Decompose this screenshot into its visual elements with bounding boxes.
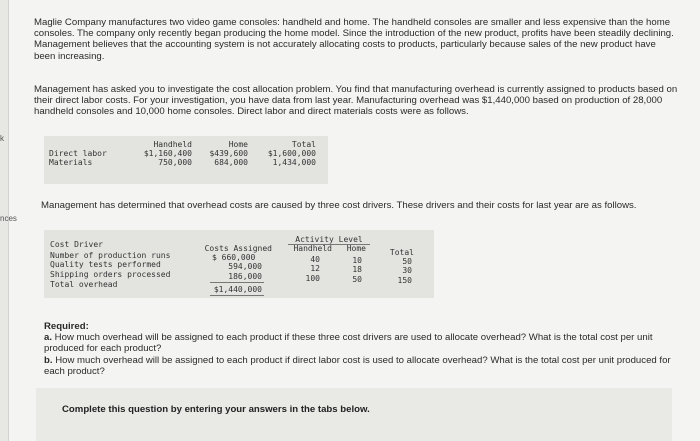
driver-row-handheld: 40 xyxy=(310,255,320,264)
row-materials-label: Materials xyxy=(49,158,93,167)
header-total: Total xyxy=(389,248,414,257)
required-section xyxy=(44,321,676,377)
driver-row-home: 10 xyxy=(352,256,362,265)
row-direct-labor-label: Direct labor xyxy=(49,149,107,158)
driver-row-total: 50 xyxy=(402,257,412,266)
header-handheld: Handheld xyxy=(293,244,332,253)
direct-labor-handheld: $1,160,400 xyxy=(143,149,192,158)
part-b-text: How much overhead will be assigned to each product if direct labor cost is used to allocate overhead? What is the total cost per unit produced for each product? xyxy=(44,354,671,377)
header-cost-driver: Cost Driver xyxy=(50,240,103,249)
total-overhead-label: Total overhead xyxy=(50,280,118,289)
header-home: Home xyxy=(346,244,366,253)
required-title: Required: xyxy=(44,321,89,332)
investigation-paragraph: Management has asked you to investigate the cost allocation problem. You find that manufacturing overhead is currently assigned to products based on their direct labor costs. For your investigation, you have data from last year. Manufacturing overhead was $1,440,000 based on production of 28,000 handheld consoles and 10,000 home consoles. Direct labor and direct materials costs were as follows. xyxy=(34,84,678,118)
edge-label-nces: nces xyxy=(0,214,17,223)
driver-row-handheld: 100 xyxy=(305,274,320,283)
materials-total: 1,434,000 xyxy=(272,158,316,167)
drivers-paragraph: Management has determined that overhead costs are caused by three cost drivers. These drivers and their costs for last year are as follows. xyxy=(41,200,637,211)
header-home: Home xyxy=(228,140,248,149)
driver-row-assigned: 594,000 xyxy=(228,262,262,271)
driver-row-handheld: 12 xyxy=(310,264,320,273)
required-part-a xyxy=(44,332,676,354)
driver-row-label: Shipping orders processed xyxy=(50,270,171,279)
total-rule xyxy=(210,295,264,296)
cost-table xyxy=(44,136,328,184)
header-total: Total xyxy=(291,140,316,149)
driver-table xyxy=(44,230,434,298)
driver-row-home: 50 xyxy=(352,275,362,284)
part-a-label: a. xyxy=(44,332,53,344)
driver-row-label: Quality tests performed xyxy=(50,260,161,269)
edge-label-k: k xyxy=(0,134,4,143)
instruction-text: Complete this question by entering your answers in the tabs below. xyxy=(62,404,370,415)
header-handheld: Handheld xyxy=(153,140,192,149)
intro-paragraph: Maglie Company manufactures two video game consoles: handheld and home. The handheld consoles are smaller and less expensive than the home consoles. The company only recently began producing the home model. Since the introduction of the new product, profits have been steadily declining. Management believes that the accounting system is not accurately allocating costs to products, particularly because sales of the new product have been increasing. xyxy=(34,17,674,62)
header-costs-assigned: Costs Assigned xyxy=(204,244,272,253)
driver-row-home: 18 xyxy=(352,265,362,274)
activity-level-header: Activity Level xyxy=(295,235,363,244)
instruction-panel xyxy=(36,388,672,441)
direct-labor-home: $439,600 xyxy=(209,149,248,158)
materials-handheld: 750,000 xyxy=(158,158,192,167)
materials-home: 684,000 xyxy=(214,158,248,167)
driver-row-label: Number of production runs xyxy=(50,251,171,260)
driver-row-assigned: 186,000 xyxy=(228,272,262,281)
driver-row-assigned: $ 660,000 xyxy=(212,253,256,262)
driver-row-total: 30 xyxy=(402,266,412,275)
driver-row-total: 150 xyxy=(397,276,412,285)
direct-labor-total: $1,600,000 xyxy=(267,149,316,158)
required-part-b xyxy=(44,355,676,377)
part-b-label: b. xyxy=(44,354,53,366)
subtotal-rule xyxy=(210,282,264,283)
part-a-text: How much overhead will be assigned to each product if these three cost drivers are used to allocate overhead? What is the total cost per unit produced for each product? xyxy=(44,332,653,355)
total-overhead-value: $1,440,000 xyxy=(213,285,262,294)
